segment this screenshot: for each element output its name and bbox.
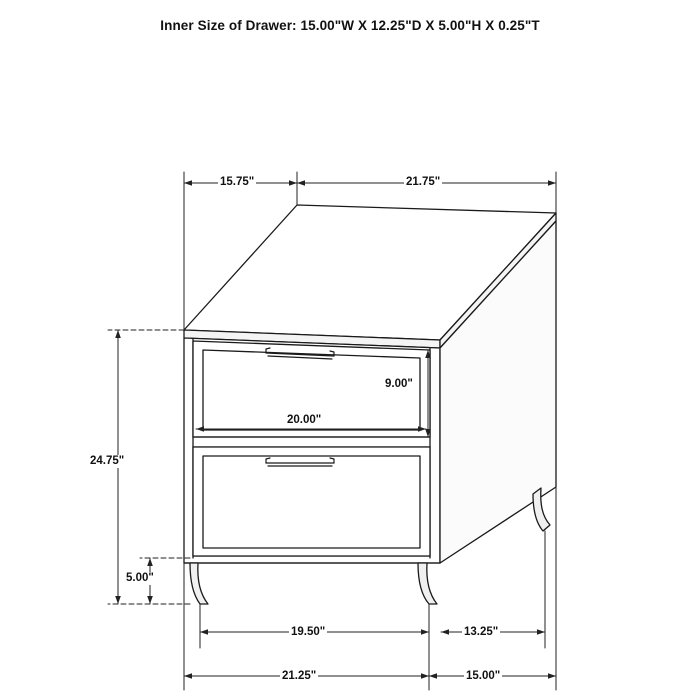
arrow-15-00-right (548, 673, 556, 679)
dimension-label-13-25: 13.25" (464, 626, 499, 638)
arrow-21-75-left (297, 180, 305, 186)
dimension-label-24-75: 24.75" (90, 455, 125, 467)
arrow-13-25-right (537, 629, 545, 635)
dimension-label-20-00: 20.00" (287, 414, 322, 426)
dimension-label-9-00: 9.00" (385, 378, 413, 390)
arrow-13-25-left (441, 629, 449, 635)
page-title: Inner Size of Drawer: 15.00"W X 12.25"D X 5.00"H X 0.25"T (160, 18, 540, 33)
arrow-15-75-right (289, 180, 297, 186)
arrow-19-50-right (421, 629, 429, 635)
dimension-label-21-75: 21.75" (406, 176, 441, 188)
arrow-15-75-left (184, 180, 192, 186)
arrow-5-00-bottom (147, 596, 153, 604)
arrow-21-25-right (421, 673, 429, 679)
arrow-19-50-left (200, 629, 208, 635)
arrow-24-75-bottom (115, 596, 121, 604)
dimension-label-15-00: 15.00" (466, 670, 501, 682)
leg-front-right (418, 563, 437, 604)
dimension-label-21-25: 21.25" (282, 670, 317, 682)
arrow-21-25-left (184, 673, 192, 679)
arrow-5-00-top (147, 558, 153, 566)
dimension-label-15-75: 15.75" (220, 176, 255, 188)
dimension-label-19-50: 19.50" (291, 626, 326, 638)
arrow-21-75-right (548, 180, 556, 186)
arrow-24-75-top (115, 330, 121, 338)
dimension-label-5-00: 5.00" (126, 572, 154, 584)
arrow-15-00-left (429, 673, 437, 679)
leg-front-left (190, 563, 208, 604)
